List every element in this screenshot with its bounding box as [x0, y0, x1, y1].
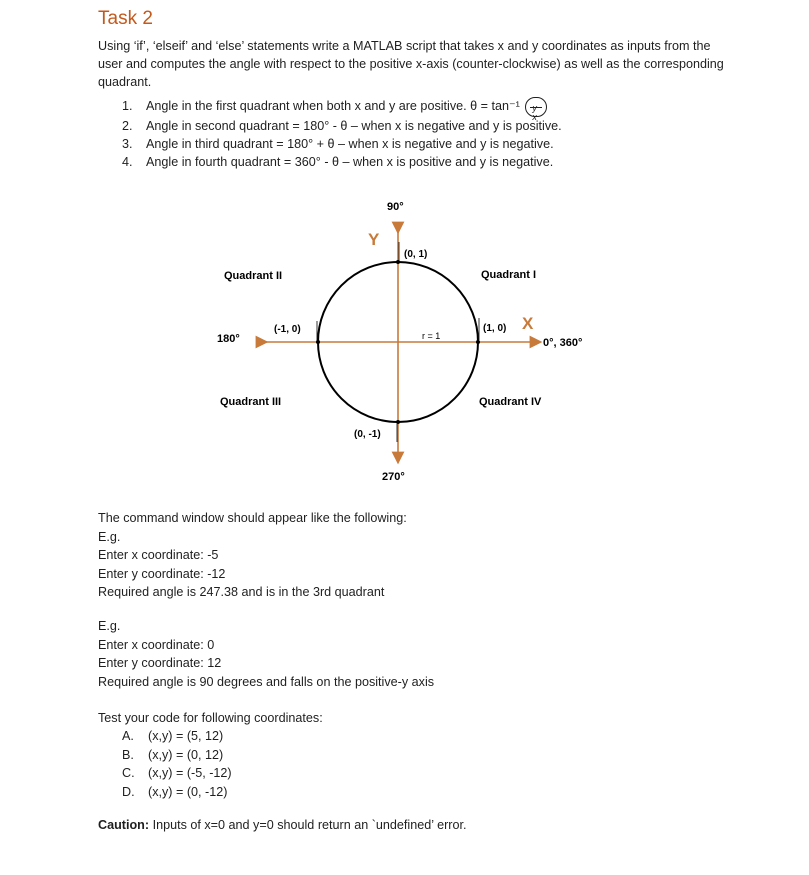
example-line: Required angle is 90 degrees and falls on the positive-y axis	[98, 674, 435, 689]
x-axis-letter: X	[522, 314, 534, 333]
example-line: Enter x coordinate: 0	[98, 637, 215, 652]
list-text: (x,y) = (5, 12)	[148, 729, 224, 743]
example-line: Enter y coordinate: -12	[98, 566, 226, 581]
fraction-numerator: y	[532, 102, 537, 113]
list-item	[122, 95, 742, 122]
point-right	[476, 340, 480, 344]
list-text: Angle in the first quadrant when both x and y are positive. θ = tan⁻¹	[146, 99, 520, 113]
list-letter: C.	[122, 766, 135, 780]
tests-intro: Test your code for following coordinates:	[98, 711, 323, 725]
quadrant-2-label: Quadrant II	[224, 270, 283, 282]
caution-note	[98, 818, 466, 832]
example-label: E.g.	[98, 529, 121, 544]
example-intro: The command window should appear like the following:	[98, 511, 407, 525]
point-bottom	[396, 420, 400, 424]
list-text: (x,y) = (-5, -12)	[148, 766, 232, 780]
example-1-block	[98, 509, 718, 602]
list-item	[122, 135, 742, 153]
example-label: E.g.	[98, 619, 121, 633]
list-item	[122, 746, 232, 765]
list-text: Angle in fourth quadrant = 360° - θ – when x is positive and y is negative.	[146, 155, 554, 169]
point-label-left: (-1, 0)	[274, 324, 301, 335]
task-title: Task 2	[98, 8, 153, 29]
caution-text: Inputs of x=0 and y=0 should return an `undefined’ error.	[149, 818, 467, 832]
list-letter: D.	[122, 784, 135, 799]
point-label-bottom: (0, -1)	[354, 429, 381, 440]
list-item	[122, 117, 742, 135]
list-number: 4.	[122, 155, 133, 169]
list-text: (x,y) = (0, -12)	[148, 784, 228, 799]
list-text: Angle in second quadrant = 180° - θ – when x is negative and y is positive.	[146, 119, 562, 133]
list-number: 1.	[122, 99, 133, 113]
example-line: Enter x coordinate: -5	[98, 548, 219, 562]
test-coordinates-list	[122, 727, 232, 801]
example-line: Enter y coordinate: 12	[98, 656, 222, 670]
quadrant-1-label: Quadrant I	[481, 269, 537, 281]
angle-label-180: 180°	[217, 333, 240, 345]
list-letter: A.	[122, 729, 134, 743]
list-item	[122, 727, 232, 746]
list-text: Angle in third quadrant = 180° + θ – when x is negative and y is negative.	[146, 137, 554, 151]
angle-label-270: 270°	[382, 471, 405, 483]
list-number: 3.	[122, 137, 133, 151]
quadrant-4-label: Quadrant IV	[479, 396, 542, 408]
example-2-block	[98, 617, 718, 691]
point-label-right: (1, 0)	[483, 323, 507, 334]
radius-label: r = 1	[422, 331, 441, 341]
list-item	[122, 153, 742, 171]
angle-label-90: 90°	[387, 201, 404, 213]
fraction-y-over-x	[525, 97, 547, 122]
list-item	[122, 783, 232, 802]
quadrant-rules-list	[122, 95, 742, 171]
example-line: Required angle is 247.38 and is in the 3rd quadrant	[98, 585, 385, 599]
unit-circle-diagram	[200, 190, 620, 490]
y-axis-letter: Y	[368, 230, 380, 249]
caution-label: Caution:	[98, 818, 150, 832]
list-item	[122, 764, 232, 783]
point-label-top: (0, 1)	[404, 249, 428, 260]
list-letter: B.	[122, 747, 134, 762]
list-number: 2.	[122, 119, 133, 133]
quadrant-3-label: Quadrant III	[220, 396, 282, 408]
fraction-denominator: x	[532, 111, 537, 122]
intro-paragraph: Using ‘if’, ‘elseif’ and ‘else’ statements write a MATLAB script that takes x and y coordinates as inputs from the user and computes the angle with respect to the positive x-axis (counter-clockwise) as well as the corresponding quadrant.	[98, 39, 724, 89]
angle-label-0-360: 0°, 360°	[543, 337, 583, 349]
list-text: (x,y) = (0, 12)	[148, 747, 224, 762]
